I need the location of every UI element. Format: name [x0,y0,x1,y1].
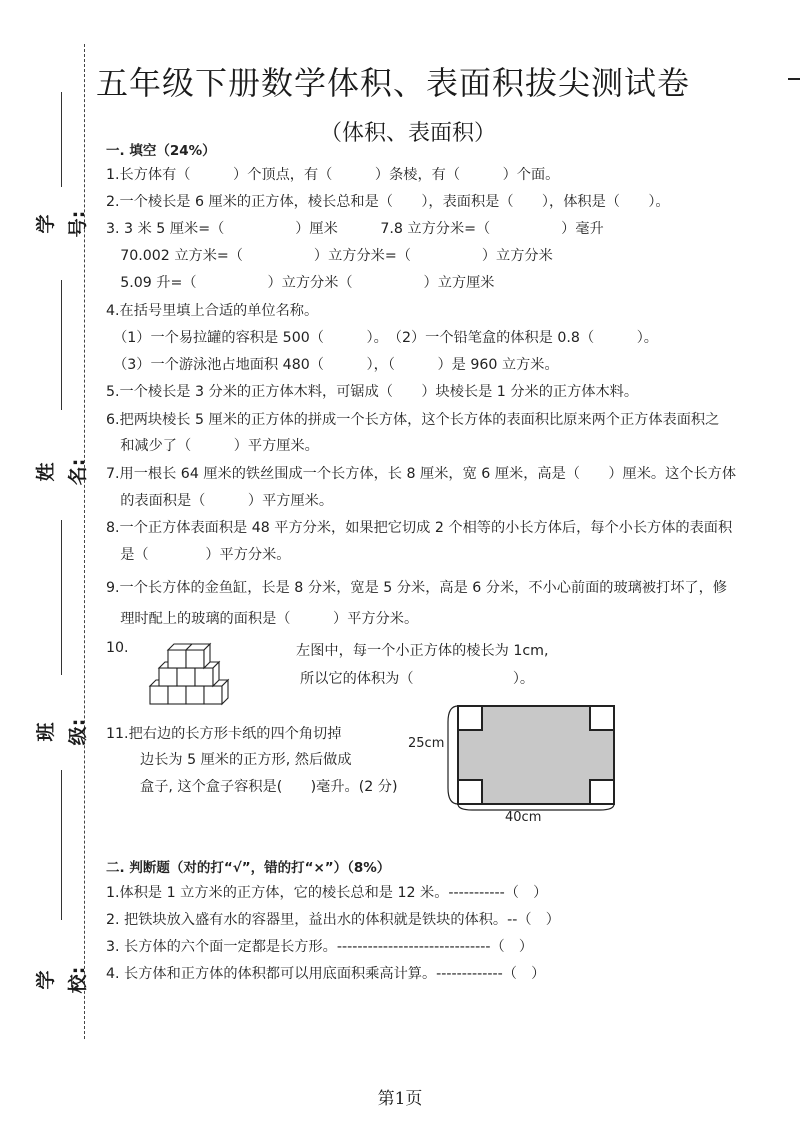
student-id-blank[interactable] [61,92,62,187]
question-line: 5.09 升=（ ）立方分米（ ）立方厘米 [106,275,495,291]
page-title: 五年级下册数学体积、表面积拔尖测试卷 [96,64,691,102]
question-line: 3. 3 米 5 厘米=（ ）厘米 7.8 立方分米=（ ）毫升 [106,221,604,237]
question-line: 和减少了（ ）平方厘米。 [106,438,319,454]
question-line: 70.002 立方米=（ ）立方分米=（ ）立方分米 [106,248,553,264]
school-label: 学校: [35,966,89,994]
question-line: 的表面积是（ ）平方厘米。 [106,493,334,509]
class-field [35,520,89,750]
card-height-label: 25cm [408,736,445,751]
q11-text-1: 11.把右边的长方形卡纸的四个角切掉 [106,726,342,742]
question-line: 6.把两块棱长 5 厘米的正方体的拼成一个长方体，这个长方体的表面积比原来两个正方体表面积之 [106,412,720,428]
question-line: 4.在括号里填上合适的单位名称。 [106,303,319,319]
question-line: 1.长方体有（ ）个顶点，有（ ）条棱，有（ ）个面。 [106,167,560,183]
cube-stack-figure [148,636,240,708]
student-id-label: 学号: [35,210,89,238]
binding-dashed-line [84,44,85,1039]
judge-line: 3. 长方体的六个面一定都是长方形。------------------------------（ ） [106,939,534,955]
question-line: 7.用一根长 64 厘米的铁丝围成一个长方体，长 8 厘米，宽 6 厘米，高是（ ）厘米。这个长方体 [106,466,737,482]
name-field [35,280,89,486]
question-line: 理时配上的玻璃的面积是（ ）平方分米。 [106,611,419,627]
school-blank[interactable] [61,770,62,920]
judge-line: 2. 把铁块放入盛有水的容器里，益出水的体积就是铁块的体积。--（ ） [106,912,560,928]
section2-heading: 二. 判断题（对的打“√”，错的打“×”）（8%） [106,860,391,876]
page-subtitle: （体积、表面积） [320,121,497,146]
judge-line: 1.体积是 1 立方米的正方体，它的棱长总和是 12 米。-----------（ ） [106,885,548,901]
corner-mark [788,78,800,80]
name-blank[interactable] [61,280,62,410]
student-id-field [35,92,89,238]
q10-text-1: 左图中，每一个小正方体的棱长为 1cm, [296,643,549,659]
card-diagram [402,700,628,828]
page-number: 第1页 [377,1089,423,1109]
question-line: （3）一个游泳池占地面积 480（ ），（ ）是 960 立方米。 [106,357,559,373]
judge-line: 4. 长方体和正方体的体积都可以用底面积乘高计算。-------------（ ） [106,966,546,982]
q11-text-2: 边长为 5 厘米的正方形, 然后做成 [140,752,352,768]
class-blank[interactable] [61,520,62,675]
question-line: （1）一个易拉罐的容积是 500（ ）。 （2）一个铅笔盒的体积是 0.8（ ）。 [106,330,658,346]
q10-number: 10. [106,640,129,656]
q11-text-3: 盒子, 这个盒子容积是( )毫升。(2 分) [140,779,398,795]
card-width-label: 40cm [505,810,542,825]
q10-text-2: 所以它的体积为（ ）。 [300,671,535,687]
school-field [35,770,89,1010]
class-label: 班级: [35,718,89,746]
question-line: 是（ ）平方分米。 [106,547,291,563]
question-line: 2.一个棱长是 6 厘米的正方体，棱长总和是（ ），表面积是（ ），体积是（ ）。 [106,194,670,210]
question-line: 8.一个正方体表面积是 48 平方分米，如果把它切成 2 个相等的小长方体后，每个小长方体的表面积 [106,520,733,536]
section1-heading: 一. 填空（24%） [106,143,216,159]
question-line: 9.一个长方体的金鱼缸，长是 8 分米，宽是 5 分米，高是 6 分米，不小心前面的玻璃被打坏了，修 [106,580,727,596]
question-line: 5.一个棱长是 3 分米的正方体木料，可锯成（ ）块棱长是 1 分米的正方体木料。 [106,384,639,400]
name-label: 姓名: [35,458,89,486]
